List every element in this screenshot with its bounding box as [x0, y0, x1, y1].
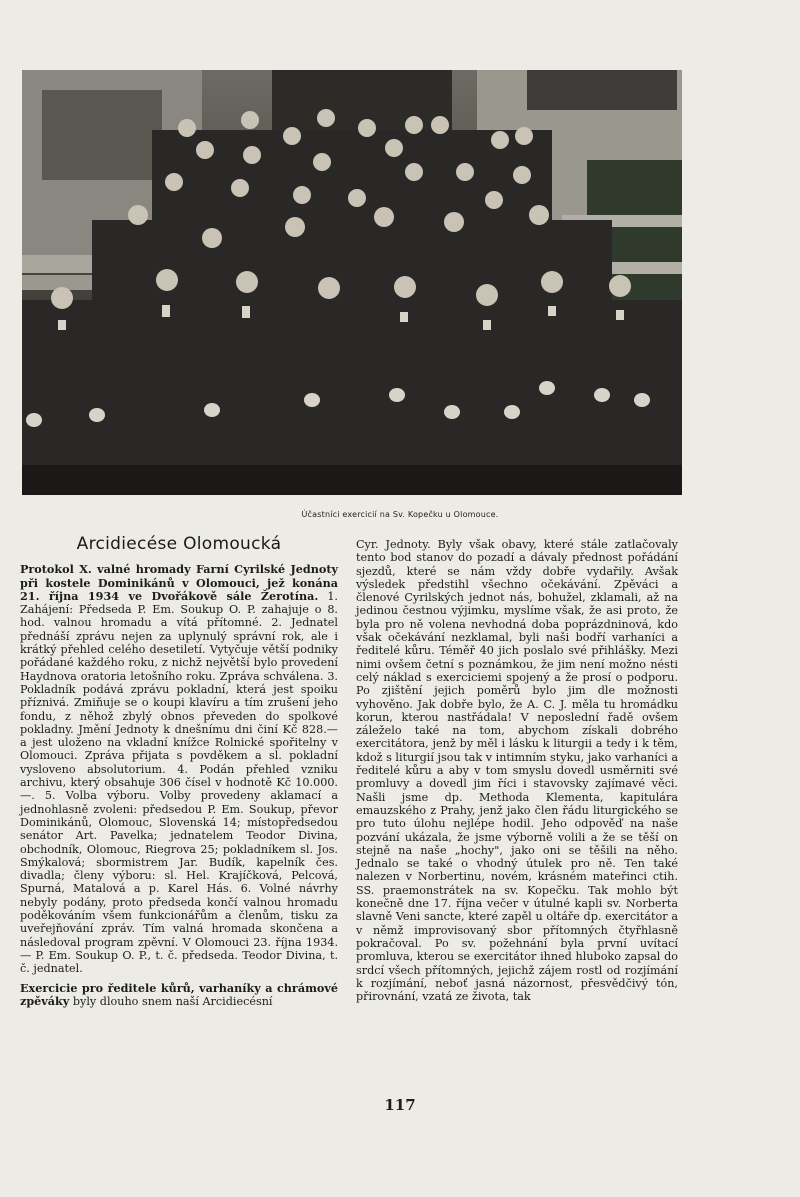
- exercicie-title: Exercicie pro ředitele kůrů, varhaníky a chrámové zpěváky: [20, 980, 338, 1008]
- right-column-text: Cyr. Jednoty. Byly však obavy, které stále zatlačovaly tento bod stanov do pozadí a dávaly přednost pořádání sjezdů, které se nám vždy dobře vydařily. Avšak výsledek předstihl všechno očekávání. Zpěváci a členové Cyrilských jednot nás, bohužel, zklamali, až na jedinou čestnou výjimku, myslíme však, že asi proto, že byla pro ně volena nevhodná doba poprázdninová, kdo však očekávání nezklamal, byli naši bodří varhaníci a ředitelé kůru. Téměř 40 jich poslalo své přihlášky. Mezi nimi ovšem četní s poznámkou, že jim není možno nésti celý náklad s exerciciemi spojený a že prosí o podporu. Po zjištění jejich poměrů bylo jim dle možnosti vyhověno. Jak dobře bylo, že A. C. J. měla tu hromádku korun, kterou nastřádala! V neposlední řadě ovšem záleželo také na tom, abychom získali dobrého exercitátora, jenž by měl i lásku k liturgii a tedy i k těm, kdož s liturgií jsou tak v intimním styku, jako varhaníci a ředitelé kůru a aby v tom smyslu dovedl usměrniti své promluvy a dovedl jim říci i stavovsky zajímavé věci. Našli jsme dp. Methoda Klementa, kapitulára emauzského z Prahy, jenž jako člen řádu liturgického se pro tuto úlohu nejlépe hodil. Jeho odpověď na naše pozvání ukázala, že jsme výborně volili a že se těší on stejně na naše „hochy", jako oni se těšili na něho. Jednalo se také o vhodný útulek pro ně. Ten také nalezen v Norbertinu, novém, krásném mateřinci ctih. SS. praemonstrátek na sv. Kopečku. Tak mohlo být konečně dne 17. října večer v útulné kapli sv. Norberta slavně Veni sancte, které zapěl u oltáře dp. exercitátor a v němž improvisovaný sbor přítomných čtyřhlasně pokračoval. Po sv. požehnání byla první uvítací promluva, kterou se exercitátor ihned hluboko zapsal do srdcí všech přítomných, jejichž zájem rostl od rozjímání k rozjímání, neboť jasná názornost, přesvědčivý tón, přirovnání, vzatá ze života, tak: [356, 538, 678, 1004]
- page-number: 117: [384, 1096, 416, 1114]
- photo-caption: Účastníci exercicií na Sv. Kopečku u Olomouce.: [301, 510, 499, 519]
- group-photo: [22, 70, 682, 495]
- protokol-title: Protokol X. valné hromady Farní Cyrilské Jednoty při kostele Dominikánů v Olomouci, jež konána 21. října 1934 ve Dvořákově sále Žerotína.: [20, 562, 338, 603]
- group-photo-image: [22, 70, 682, 495]
- right-column: [356, 538, 678, 1003]
- exercicie-body: byly dlouho snem naší Arcidiecésní: [69, 994, 273, 1008]
- protokol-paragraph: [20, 563, 338, 975]
- protokol-body: 1. Zahájení: Předseda P. Em. Soukup O. P. zahajuje o 8. hod. valnou hromadu a vítá přítomné. 2. Jednatel přednáší zprávu nejen za uplynulý správní rok, ale i krátký přehled celého desetiletí. Vytyčuje větší podniky pořádané každého roku, z nichž největší bylo provedení Haydnova oratoria letošního roku. Zpráva schválena. 3. Pokladník podává zprávu pokladní, která jest spoiku příznivá. Zmiňuje se o koupi klavíru a tím zrušení jeho fondu, z něhož zbylý obnos převeden do spolkové pokladny. Jmění Jednoty k dnešnímu dni činí Kč 828.— a jest uloženo na vkladní knížce Rolnické spořitelny v Olomouci. Zpráva přijata s povděkem a sl. pokladní vysloveno absolutorium. 4. Podán přehled vzniku archivu, který obsahuje 306 čísel v hodnotě Kč 10.000.—. 5. Volba výboru. Volby provedeny aklamací a jednohlasně zvoleni: předsedou P. Em. Soukup, převor Dominikánů, Olomouc, Slovenská 14; místopředsedou senátor Art. Pavelka; jednatelem Teodor Divina, obchodník, Olomouc, Riegrova 25; pokladníkem sl. Jos. Smýkalová; sbormistrem Jar. Budík, kapelník čes. divadla; členy výboru: sl. Hel. Krajíčková, Pelcová, Spurná, Matalová a p. Karel Hás. 6. Volné návrhy nebyly podány, proto předseda končí valnou hromadu poděkováním všem funkcionářům a členům, tisku za uveřejňování zpráv. Tím valná hromada skončena a následoval program zpěvní. V Olomouci 23. října 1934. — P. Em. Soukup O. P., t. č. předseda. Teodor Divina, t. č. jednatel.: [20, 589, 338, 976]
- section-heading: Arcidiecése Olomoucká: [76, 534, 282, 554]
- left-column: [20, 534, 338, 1008]
- exercicie-paragraph: [20, 982, 338, 1009]
